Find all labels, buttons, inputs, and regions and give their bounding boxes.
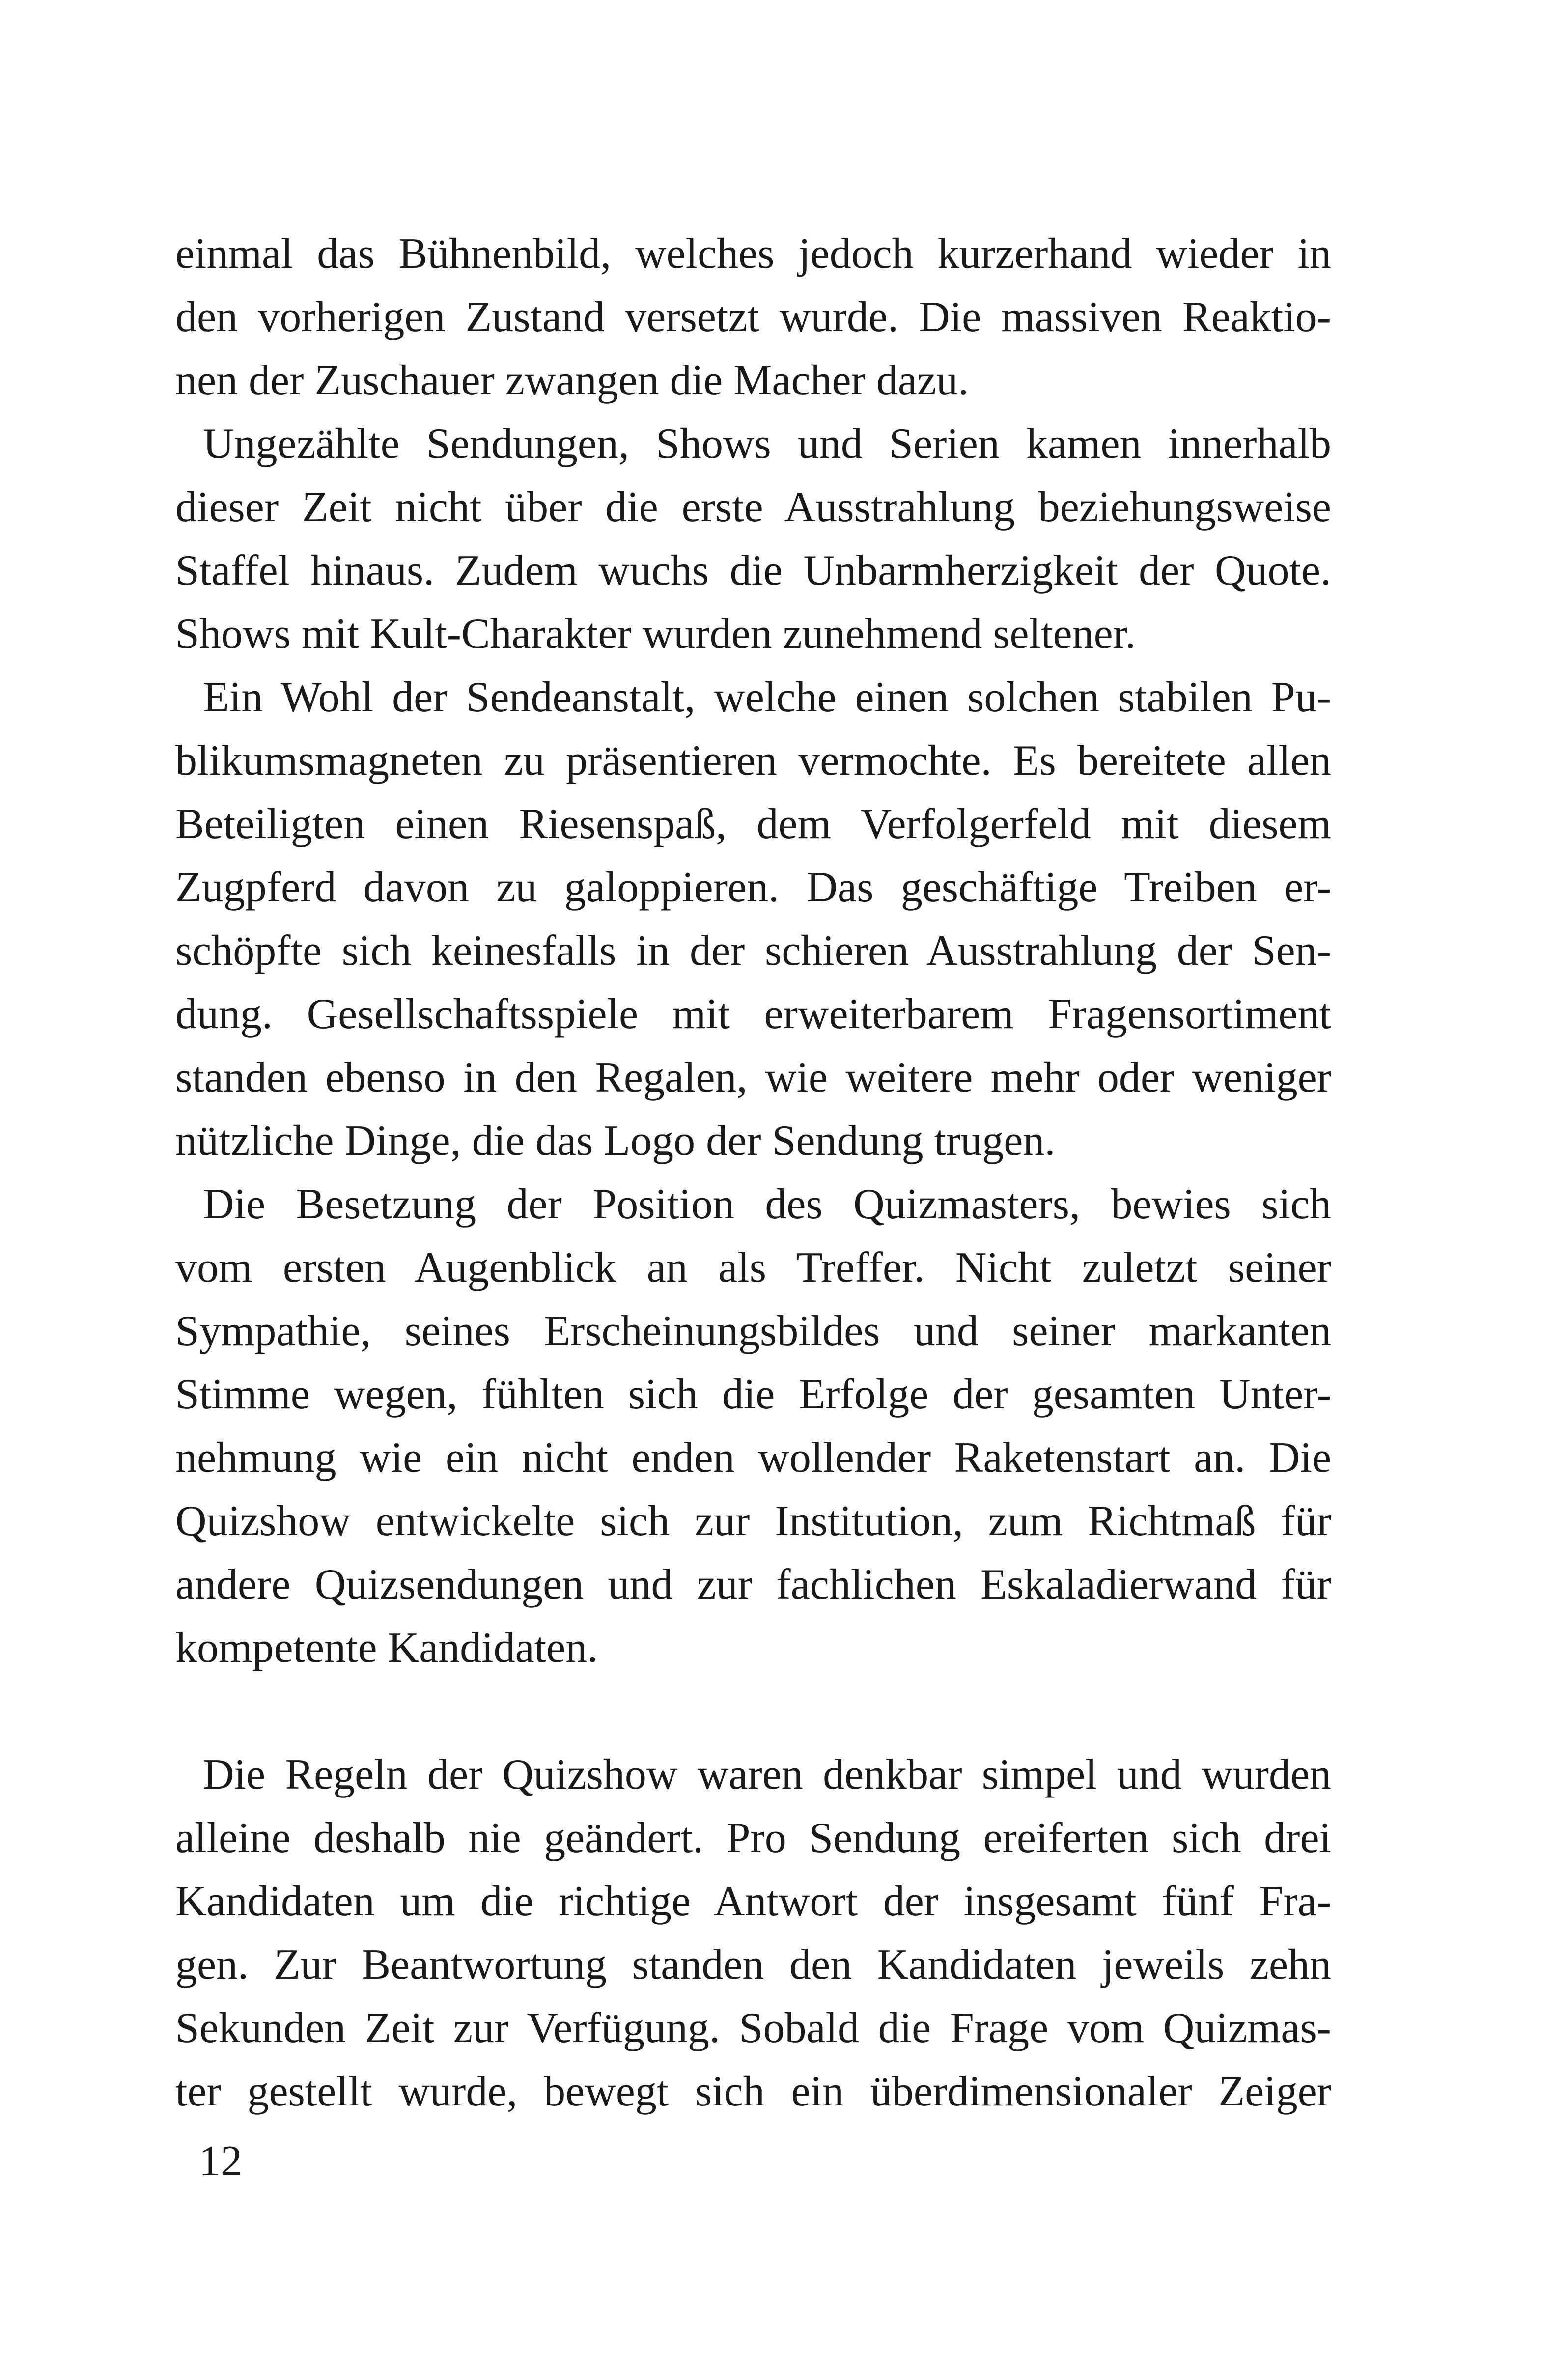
- text-line: Die Regeln der Quizshow waren denkbar simpel und wurden: [203, 1751, 1331, 1798]
- text-line: Ungezählte Sendungen, Shows und Serien kamen innerhalb: [203, 420, 1331, 468]
- paragraph: [175, 1743, 1331, 2123]
- text-line: dieser Zeit nicht über die erste Ausstrahlung beziehungsweise: [175, 483, 1331, 531]
- text-line: nen der Zuschauer zwangen die Macher dazu.: [175, 357, 969, 404]
- body-text: [175, 222, 1331, 2123]
- text-line: Ein Wohl der Sendeanstalt, welche einen solchen stabilen Pu-: [203, 674, 1331, 721]
- text-line: einmal das Bühnenbild, welches jedoch kurzerhand wieder in: [175, 230, 1331, 278]
- text-line: Quizshow entwickelte sich zur Institution, zum Richtmaß für: [175, 1497, 1331, 1545]
- text-line: Beteiligten einen Riesenspaß, dem Verfolgerfeld mit diesem: [175, 800, 1331, 848]
- text-line: schöpfte sich keinesfalls in der schieren Ausstrahlung der Sen-: [175, 927, 1331, 975]
- paragraph: [175, 412, 1331, 666]
- paragraph: [175, 222, 1331, 412]
- page-number: 12: [199, 2137, 242, 2185]
- text-line: Sympathie, seines Erscheinungsbildes und seiner markanten: [175, 1307, 1331, 1355]
- text-line: vom ersten Augenblick an als Treffer. Nicht zuletzt seiner: [175, 1244, 1331, 1291]
- text-line: kompetente Kandidaten.: [175, 1624, 598, 1672]
- text-line: Sekunden Zeit zur Verfügung. Sobald die Frage vom Quizmas-: [175, 2004, 1331, 2052]
- text-line: Kandidaten um die richtige Antwort der insgesamt fünf Fra-: [175, 1878, 1331, 1925]
- text-line: standen ebenso in den Regalen, wie weitere mehr oder weniger: [175, 1054, 1331, 1101]
- text-line: andere Quizsendungen und zur fachlichen Eskaladierwand für: [175, 1561, 1331, 1608]
- text-line: Zugpferd davon zu galoppieren. Das geschäftige Treiben er-: [175, 864, 1331, 911]
- text-line: nehmung wie ein nicht enden wollender Raketenstart an. Die: [175, 1434, 1331, 1482]
- text-line: blikumsmagneten zu präsentieren vermochte. Es bereitete allen: [175, 737, 1331, 785]
- text-line: dung. Gesellschaftsspiele mit erweiterbarem Fragensortiment: [175, 990, 1331, 1038]
- text-line: Staffel hinaus. Zudem wuchs die Unbarmherzigkeit der Quote.: [175, 547, 1331, 594]
- text-line: Die Besetzung der Position des Quizmasters, bewies sich: [203, 1180, 1331, 1228]
- text-line: gen. Zur Beantwortung standen den Kandidaten jeweils zehn: [175, 1941, 1331, 1989]
- text-line: nützliche Dinge, die das Logo der Sendung trugen.: [175, 1117, 1056, 1165]
- text-line: Shows mit Kult-Charakter wurden zunehmend seltener.: [175, 610, 1136, 658]
- section-break: [175, 1680, 1331, 1743]
- text-line: den vorherigen Zustand versetzt wurde. Die massiven Reaktio-: [175, 293, 1331, 341]
- text-line: Stimme wegen, fühlten sich die Erfolge der gesamten Unter-: [175, 1371, 1331, 1418]
- paragraph: [175, 666, 1331, 1173]
- text-line: alleine deshalb nie geändert. Pro Sendung ereiferten sich drei: [175, 1814, 1331, 1862]
- text-line: ter gestellt wurde, bewegt sich ein überdimensionaler Zeiger: [175, 2068, 1331, 2115]
- paragraph: [175, 1173, 1331, 1680]
